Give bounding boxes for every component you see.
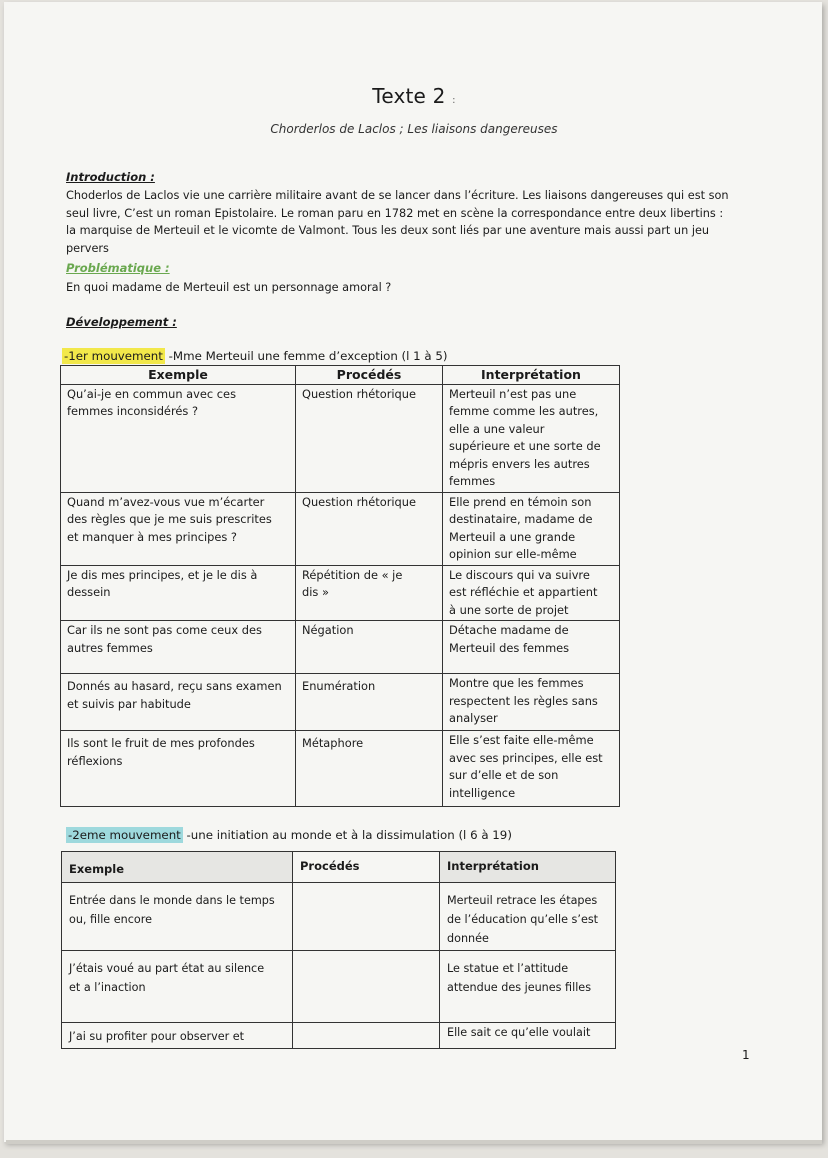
cell-exemple: Donnés au hasard, reçu sans examen et suivis par habitude [61, 674, 296, 731]
introduction-line: Choderlos de Laclos vie une carrière militaire avant de se lancer dans l’écriture. Les liaisons dangereuses qui est son [66, 189, 729, 202]
table-row [62, 951, 616, 1023]
table-row [62, 1023, 616, 1049]
document-title: Texte 2 : [372, 84, 456, 108]
cell-procede: Enumération [296, 674, 443, 731]
document-subtitle: Chorderlos de Laclos ; Les liaisons dangereuses [270, 122, 558, 136]
cell-interpretation: Elle prend en témoin son destinataire, madame de Merteuil a une grande opinion sur elle-même [443, 492, 620, 565]
page-number: 1 [742, 1048, 750, 1062]
movement1-highlight: -1er mouvement [64, 349, 163, 363]
introduction-line: seul livre, C’est un roman Epistolaire. Le roman paru en 1782 met en scène la correspondance entre deux libertins : [66, 206, 724, 220]
cell-interpretation: Elle s’est faite elle-même avec ses principes, elle est sur d’elle et de son intelligence [443, 731, 620, 807]
column-header-exemple: Exemple [61, 366, 296, 385]
cell-procede [293, 1023, 440, 1049]
table-row [61, 674, 620, 731]
cell-exemple: Car ils ne sont pas come ceux des autres femmes [61, 621, 296, 674]
cell-exemple: J’ai su profiter pour observer et [62, 1023, 293, 1049]
cell-exemple: Qu’ai-je en commun avec ces femmes inconsidérés ? [61, 384, 296, 492]
cell-exemple: Entrée dans le monde dans le temps ou, fille encore [62, 883, 293, 951]
cell-exemple: Quand m’avez-vous vue m’écarter des règles que je me suis prescrites et manquer à mes principes ? [61, 492, 296, 565]
introduction-line: la marquise de Merteuil et le vicomte de Valmont. Tous les deux sont liés par une aventure mais aussi part un jeu [66, 224, 710, 237]
cell-procede [293, 883, 440, 951]
introduction-heading: Introduction : [66, 170, 155, 184]
movement2-highlight: -2eme mouvement [68, 828, 181, 842]
table-row [61, 565, 620, 621]
developpement-heading: Développement : [66, 315, 177, 329]
table-row [61, 384, 620, 492]
table-row [61, 731, 620, 807]
column-header-procedes: Procédés [293, 852, 440, 883]
introduction-paragraph [66, 187, 756, 257]
table-row [61, 621, 620, 674]
movement1-title: -1er mouvement -Mme Merteuil une femme d’exception (l 1 à 5) [64, 349, 448, 363]
table-row [61, 492, 620, 565]
cell-exemple: Ils sont le fruit de mes profondes réflexions [61, 731, 296, 807]
problematique-text: En quoi madame de Merteuil est un personnage amoral ? [66, 281, 392, 294]
cell-procede: Question rhétorique [296, 384, 443, 492]
cell-interpretation: Elle sait ce qu’elle voulait [440, 1023, 616, 1049]
table-row [62, 883, 616, 951]
column-header-interpretation: Interprétation [443, 366, 620, 385]
cell-procede: Question rhétorique [296, 492, 443, 565]
introduction-line: pervers [66, 241, 109, 255]
movement2-table [61, 851, 616, 1049]
cell-procede: Métaphore [296, 731, 443, 807]
cell-exemple: Je dis mes principes, et je le dis à dessein [61, 565, 296, 621]
cell-procede: Répétition de « je dis » [296, 565, 443, 621]
cell-procede: Négation [296, 621, 443, 674]
cell-interpretation: Le discours qui va suivre est réfléchie et appartient à une sorte de projet [443, 565, 620, 621]
movement2-title: -2eme mouvement -une initiation au monde et à la dissimulation (l 6 à 19) [68, 828, 512, 842]
column-header-interpretation: Interprétation [440, 852, 616, 883]
cell-exemple: J’étais voué au part état au silence et a l’inaction [62, 951, 293, 1023]
column-header-procedes: Procédés [296, 366, 443, 385]
page-edge [6, 1140, 822, 1144]
movement1-table [60, 365, 620, 807]
cell-procede [293, 951, 440, 1023]
cell-interpretation: Merteuil n’est pas une femme comme les autres, elle a une valeur supérieure et une sorte de mépris envers les autres femmes [443, 384, 620, 492]
cell-interpretation: Merteuil retrace les étapes de l’éducation qu’elle s’est donnée [440, 883, 616, 951]
cell-interpretation: Montre que les femmes respectent les règles sans analyser [443, 674, 620, 731]
cell-interpretation: Le statue et l’attitude attendue des jeunes filles [440, 951, 616, 1023]
problematique-heading: Problématique : [66, 261, 170, 275]
cell-interpretation: Détache madame de Merteuil des femmes [443, 621, 620, 674]
column-header-exemple: Exemple [62, 852, 293, 883]
